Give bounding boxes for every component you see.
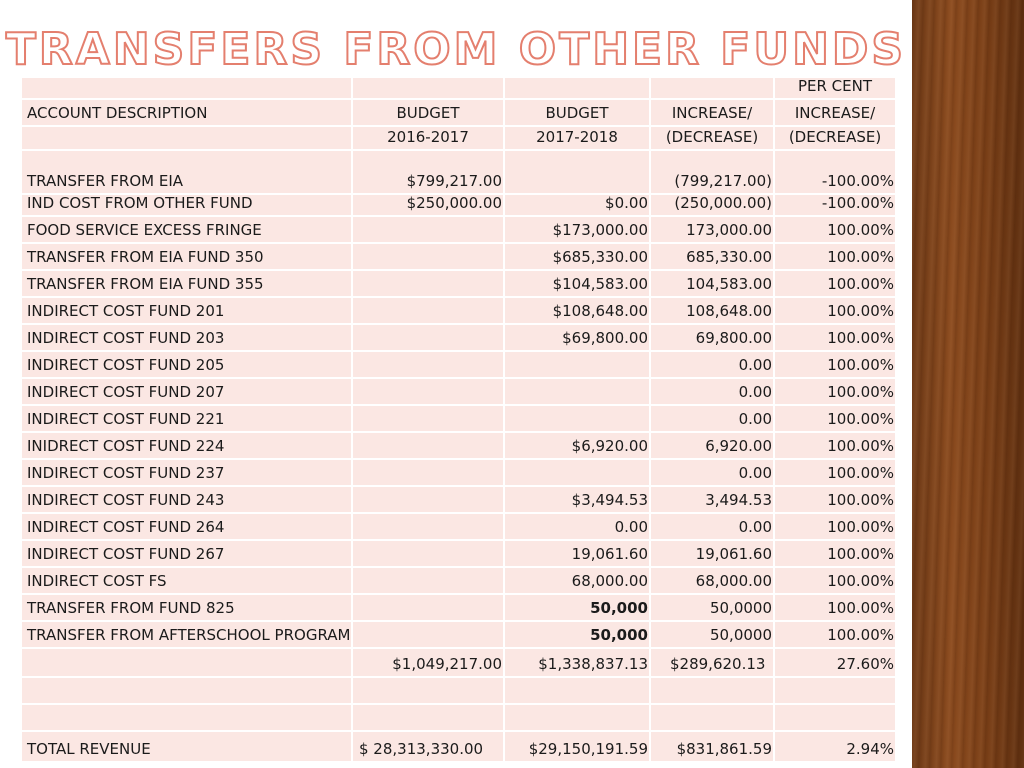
cell	[505, 541, 649, 566]
row-budget-2017: 19,061.60	[571, 545, 648, 563]
row-percent: 100.00%	[827, 572, 894, 590]
header-per-cent: PER CENT	[797, 77, 873, 95]
cell	[651, 352, 773, 377]
row-description: INDIRECT COST FUND 203	[27, 329, 225, 347]
cell	[22, 487, 351, 512]
table-row	[22, 195, 895, 215]
blank-row	[22, 678, 895, 703]
subtotal-row	[22, 649, 895, 676]
cell	[353, 649, 503, 676]
header-increase-a: INCREASE/	[671, 104, 753, 122]
cell	[505, 195, 649, 215]
cell	[775, 460, 895, 485]
cell	[22, 195, 351, 215]
cell	[651, 217, 773, 242]
cell	[22, 271, 351, 296]
cell	[505, 298, 649, 323]
row-budget-2017: $69,800.00	[562, 329, 648, 347]
total-description: TOTAL REVENUE	[27, 740, 151, 758]
cell	[505, 127, 649, 149]
cell	[775, 622, 895, 647]
row-percent: 100.00%	[827, 410, 894, 428]
cell	[775, 678, 895, 703]
row-description: INDIRECT COST FUND 243	[27, 491, 225, 509]
cell	[775, 271, 895, 296]
table-row	[22, 244, 895, 269]
cell	[22, 298, 351, 323]
row-increase: 3,494.53	[705, 491, 772, 509]
cell	[651, 433, 773, 458]
cell	[651, 298, 773, 323]
row-description: INDIRECT COST FUND 267	[27, 545, 225, 563]
cell	[651, 244, 773, 269]
subtotal-budget-2017: $1,338,837.13	[538, 655, 648, 673]
blank-row	[22, 705, 895, 730]
cell	[22, 379, 351, 404]
cell	[651, 568, 773, 593]
cell	[651, 379, 773, 404]
cell	[505, 78, 649, 98]
cell	[22, 217, 351, 242]
table-row	[22, 151, 895, 193]
row-percent: 100.00%	[827, 275, 894, 293]
cell	[22, 433, 351, 458]
cell	[22, 325, 351, 350]
header-row-1	[22, 78, 895, 98]
row-budget-2017: $104,583.00	[552, 275, 648, 293]
wood-texture-panel	[912, 0, 1024, 768]
row-percent: 100.00%	[827, 221, 894, 239]
row-budget-2017: $3,494.53	[571, 491, 648, 509]
cell	[505, 100, 649, 125]
row-percent: 100.00%	[827, 491, 894, 509]
header-row-2	[22, 100, 895, 125]
cell	[775, 514, 895, 539]
table-row	[22, 406, 895, 431]
cell	[775, 151, 895, 193]
table-row	[22, 568, 895, 593]
row-increase: 0.00	[738, 464, 772, 482]
cell	[353, 595, 503, 620]
cell	[353, 622, 503, 647]
cell	[651, 541, 773, 566]
row-percent: 100.00%	[827, 626, 894, 644]
header-account-description: ACCOUNT DESCRIPTION	[27, 104, 208, 122]
cell	[775, 568, 895, 593]
row-budget-2017: 68,000.00	[571, 572, 648, 590]
table-row	[22, 271, 895, 296]
cell	[505, 325, 649, 350]
cell	[775, 325, 895, 350]
total-row	[22, 732, 895, 761]
cell	[651, 514, 773, 539]
cell	[505, 352, 649, 377]
cell	[775, 298, 895, 323]
cell	[353, 406, 503, 431]
cell	[505, 649, 649, 676]
cell	[775, 595, 895, 620]
cell	[775, 705, 895, 730]
total-budget-2017: $29,150,191.59	[528, 740, 648, 758]
row-increase: 50,0000	[709, 599, 772, 617]
table-row	[22, 514, 895, 539]
header-increase-b: INCREASE/	[794, 104, 876, 122]
cell	[353, 433, 503, 458]
row-percent: 100.00%	[827, 599, 894, 617]
cell	[353, 678, 503, 703]
cell	[651, 732, 773, 761]
cell	[505, 244, 649, 269]
total-increase: $831,861.59	[676, 740, 772, 758]
header-row-3	[22, 127, 895, 149]
cell	[651, 487, 773, 512]
row-increase: 173,000.00	[686, 221, 772, 239]
row-percent: 100.00%	[827, 302, 894, 320]
cell	[775, 649, 895, 676]
row-increase: 68,000.00	[695, 572, 772, 590]
row-increase: (250,000.00)	[674, 194, 772, 212]
total-budget-2016: $ 28,313,330.00	[359, 740, 484, 758]
cell	[353, 244, 503, 269]
cell	[651, 271, 773, 296]
cell	[353, 732, 503, 761]
row-increase: 69,800.00	[695, 329, 772, 347]
cell	[505, 705, 649, 730]
row-increase: (799,217.00)	[674, 172, 772, 190]
cell	[505, 460, 649, 485]
cell	[505, 151, 649, 193]
cell	[505, 595, 649, 620]
cell	[651, 325, 773, 350]
row-budget-2017: $0.00	[605, 194, 648, 212]
cell	[353, 352, 503, 377]
row-percent: 100.00%	[827, 437, 894, 455]
cell	[22, 78, 351, 98]
cell	[775, 433, 895, 458]
cell	[353, 78, 503, 98]
row-increase: 50,0000	[709, 626, 772, 644]
cell	[22, 151, 351, 193]
row-description: INDIRECT COST FUND 237	[27, 464, 225, 482]
row-description: INDIRECT COST FUND 201	[27, 302, 225, 320]
cell	[22, 678, 351, 703]
header-decrease-b: (DECREASE)	[788, 128, 882, 146]
cell	[22, 595, 351, 620]
row-description: TRANSFER FROM FUND 825	[27, 599, 235, 617]
cell	[505, 379, 649, 404]
cell	[651, 127, 773, 149]
cell	[505, 487, 649, 512]
table-row	[22, 352, 895, 377]
cell	[22, 352, 351, 377]
cell	[353, 568, 503, 593]
table-row	[22, 298, 895, 323]
cell	[505, 514, 649, 539]
table-row	[22, 433, 895, 458]
row-description: IND COST FROM OTHER FUND	[27, 194, 253, 212]
cell	[775, 379, 895, 404]
row-percent: -100.00%	[821, 172, 894, 190]
cell	[353, 460, 503, 485]
cell	[353, 151, 503, 193]
cell	[651, 649, 773, 676]
header-year-b: 2017-2018	[536, 128, 618, 146]
cell	[353, 195, 503, 215]
cell	[775, 244, 895, 269]
cell	[22, 649, 351, 676]
cell	[22, 732, 351, 761]
cell	[22, 406, 351, 431]
cell	[651, 622, 773, 647]
cell	[651, 151, 773, 193]
row-description: INDIRECT COST FUND 205	[27, 356, 225, 374]
row-budget-2017: 0.00	[614, 518, 648, 536]
cell	[775, 127, 895, 149]
cell	[22, 541, 351, 566]
cell	[775, 195, 895, 215]
row-description: INDIRECT COST FUND 221	[27, 410, 225, 428]
cell	[22, 244, 351, 269]
row-percent: 100.00%	[827, 383, 894, 401]
row-percent: 100.00%	[827, 248, 894, 266]
row-budget-2017: $173,000.00	[552, 221, 648, 239]
subtotal-percent: 27.60%	[836, 655, 894, 673]
total-percent: 2.94%	[846, 740, 894, 758]
cell	[353, 487, 503, 512]
slide-title: TRANSFERS FROM OTHER FUNDS	[5, 24, 907, 75]
cell	[353, 127, 503, 149]
cell	[775, 487, 895, 512]
cell	[22, 514, 351, 539]
cell	[651, 678, 773, 703]
row-percent: 100.00%	[827, 356, 894, 374]
subtotal-increase: $289,620.13	[670, 655, 766, 673]
cell	[22, 100, 351, 125]
row-budget-2017: $108,648.00	[552, 302, 648, 320]
cell	[353, 100, 503, 125]
cell	[651, 100, 773, 125]
row-budget-2017: $685,330.00	[552, 248, 648, 266]
row-increase: 104,583.00	[686, 275, 772, 293]
header-decrease-a: (DECREASE)	[665, 128, 759, 146]
cell	[353, 325, 503, 350]
cell	[353, 217, 503, 242]
cell	[505, 271, 649, 296]
row-increase: 0.00	[738, 383, 772, 401]
table-row	[22, 217, 895, 242]
row-description: INDIRECT COST FS	[27, 572, 167, 590]
row-percent: 100.00%	[827, 518, 894, 536]
cell	[775, 406, 895, 431]
cell	[353, 514, 503, 539]
row-increase: 6,920.00	[705, 437, 772, 455]
row-budget-2017: $6,920.00	[571, 437, 648, 455]
row-budget-2017: 50,000	[590, 599, 648, 617]
cell	[505, 678, 649, 703]
header-budget-a: BUDGET	[396, 104, 460, 122]
table-row	[22, 460, 895, 485]
cell	[651, 595, 773, 620]
row-description: FOOD SERVICE EXCESS FRINGE	[27, 221, 262, 239]
row-description: TRANSFER FROM EIA	[27, 172, 184, 190]
cell	[775, 352, 895, 377]
row-increase: 0.00	[738, 518, 772, 536]
table-row	[22, 325, 895, 350]
cell	[505, 622, 649, 647]
cell	[353, 541, 503, 566]
table-row	[22, 541, 895, 566]
header-year-a: 2016-2017	[387, 128, 469, 146]
cell	[505, 217, 649, 242]
row-increase: 0.00	[738, 410, 772, 428]
cell	[651, 78, 773, 98]
row-increase: 19,061.60	[695, 545, 772, 563]
cell	[22, 568, 351, 593]
cell	[22, 460, 351, 485]
cell	[353, 298, 503, 323]
cell	[22, 705, 351, 730]
cell	[775, 541, 895, 566]
header-budget-b: BUDGET	[545, 104, 609, 122]
cell	[651, 460, 773, 485]
cell	[505, 732, 649, 761]
row-budget-2016: $799,217.00	[406, 172, 502, 190]
row-percent: -100.00%	[821, 194, 894, 212]
cell	[775, 100, 895, 125]
cell	[651, 195, 773, 215]
row-description: TRANSFER FROM AFTERSCHOOL PROGRAM	[27, 626, 351, 644]
cell	[505, 433, 649, 458]
row-budget-2017: 50,000	[590, 626, 648, 644]
row-description: INDIRECT COST FUND 264	[27, 518, 225, 536]
row-percent: 100.00%	[827, 329, 894, 347]
row-increase: 685,330.00	[686, 248, 772, 266]
cell	[775, 217, 895, 242]
cell	[505, 406, 649, 431]
row-increase: 0.00	[738, 356, 772, 374]
row-description: INIDRECT COST FUND 224	[27, 437, 225, 455]
cell	[353, 705, 503, 730]
row-description: TRANSFER FROM EIA FUND 355	[27, 275, 264, 293]
cell	[651, 406, 773, 431]
row-increase: 108,648.00	[686, 302, 772, 320]
row-budget-2016: $250,000.00	[406, 194, 502, 212]
subtotal-budget-2016: $1,049,217.00	[392, 655, 502, 673]
row-percent: 100.00%	[827, 464, 894, 482]
table-row	[22, 487, 895, 512]
cell	[353, 271, 503, 296]
table-row	[22, 622, 895, 647]
cell	[651, 705, 773, 730]
cell	[22, 127, 351, 149]
cell	[775, 78, 895, 98]
row-description: TRANSFER FROM EIA FUND 350	[27, 248, 264, 266]
table-row	[22, 379, 895, 404]
cell	[775, 732, 895, 761]
row-percent: 100.00%	[827, 545, 894, 563]
row-description: INDIRECT COST FUND 207	[27, 383, 225, 401]
cell	[22, 622, 351, 647]
cell	[353, 379, 503, 404]
table-row	[22, 595, 895, 620]
cell	[505, 568, 649, 593]
